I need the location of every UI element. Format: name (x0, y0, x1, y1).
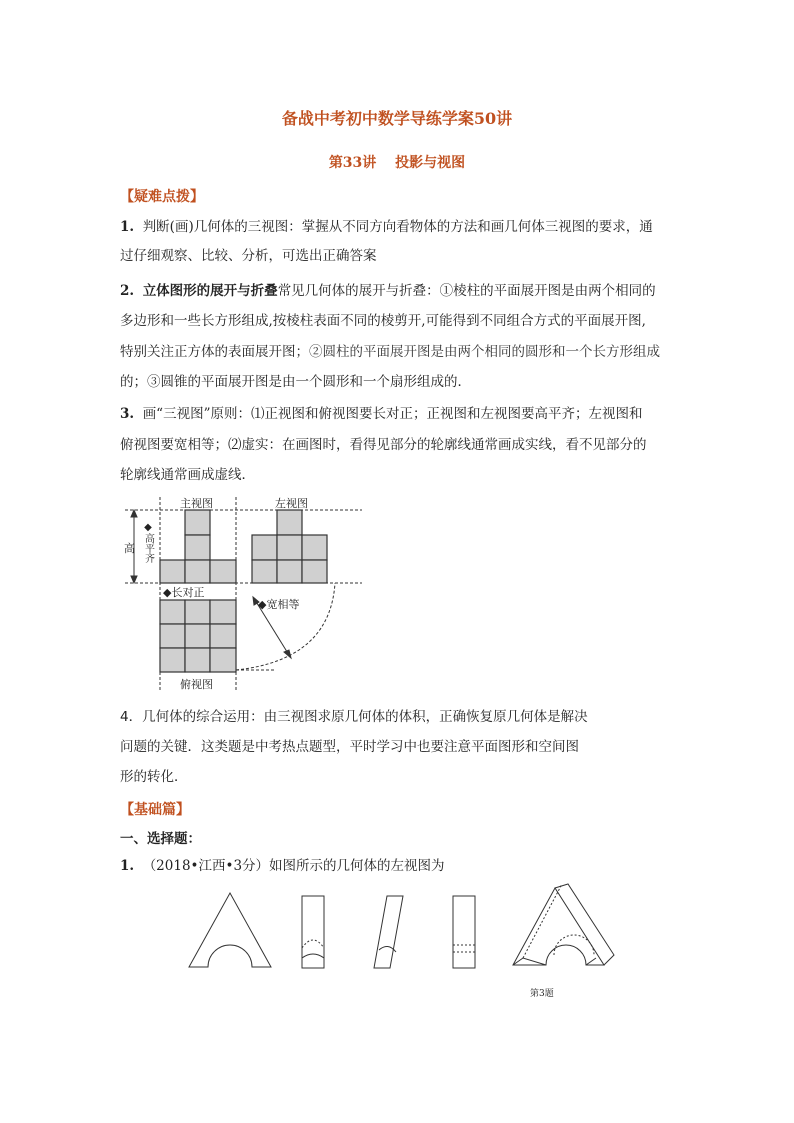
height-label: 高 (124, 542, 135, 555)
choice-heading: 一、选择题： (120, 831, 201, 847)
three-views-diagram (115, 494, 375, 694)
point-2-text-1: 常见几何体的展开与折叠：①棱柱的平面展开图是由两个相同的 (277, 283, 656, 299)
front-view-label: 主视图 (180, 497, 213, 510)
point-2-keyword: 立体图形的展开与折叠 (142, 283, 278, 299)
point-3-line-1 (120, 405, 643, 423)
option-b-figure (302, 896, 324, 968)
point-1-number: 1. (120, 219, 135, 235)
figure-caption: 第3题 (530, 989, 554, 999)
option-a-figure (189, 893, 271, 967)
point-3-line-2: 俯视图要宽相等；⑵虚实：在画图时，看得见部分的轮廓线通常画成实线，看不见部分的 (120, 437, 647, 453)
point-3-text-1: 画“三视图”原则：⑴正视图和俯视图要长对正；正视图和左视图要高平齐；左视图和 (142, 406, 643, 422)
point-3-line-3: 轮廓线通常画成虚线． (120, 467, 255, 483)
point-2-text-3b: ；②圆柱的平面展开图是由两个相同的圆形和一个长方形组成 (295, 344, 660, 360)
left-view-shape (252, 510, 327, 583)
section-basic: 【基础篇】 (120, 802, 190, 818)
point-2-number: 2. (120, 283, 135, 299)
point-2-text-3a: 特别关注正方体的表面展开图 (120, 344, 296, 360)
point-2-line-4: 的；③圆锥的平面展开图是由一个圆形和一个扇形组成的． (120, 374, 471, 390)
lecture-title: 第33讲 投影与视图 (328, 155, 466, 171)
point-4-line-1: 4．几何体的综合运用：由三视图求原几何体的体积，正确恢复原几何体是解决 (120, 709, 588, 725)
width-arc (236, 583, 335, 670)
question-1-number: 1. (120, 858, 135, 874)
document-title: 备战中考初中数学导练学案50讲 (281, 109, 513, 128)
top-view-shape (160, 600, 236, 672)
question-1-text: （2018•江西•3分）如图所示的几何体的左视图为 (142, 858, 445, 874)
point-1-text-1: 判断(画)几何体的三视图：掌握从不同方向看物体的方法和画几何体三视图的要求，通 (142, 219, 653, 235)
point-1-line-1 (120, 218, 653, 236)
top-view-label: 俯视图 (180, 678, 213, 691)
section-difficult-points: 【疑难点拨】 (120, 189, 204, 205)
point-2-line-2: 多边形和一些长方形组成,按棱柱表面不同的棱剪开,可能得到不同组合方式的平面展开图, (120, 313, 646, 329)
point-2-line-3 (120, 343, 660, 361)
length-align-label: ◆长对正 (163, 586, 205, 599)
question-1 (120, 857, 445, 875)
point-3-number: 3. (120, 406, 135, 422)
point-1-line-2: 过仔细观察、比较、分析，可选出正确答案 (120, 248, 377, 264)
front-view-shape (160, 510, 236, 583)
height-align-label: ◆高平齐 (142, 522, 154, 563)
point-4-line-3: 形的转化． (120, 769, 188, 785)
left-view-label: 左视图 (275, 497, 308, 510)
question-1-figures (180, 880, 620, 1005)
option-c-figure (374, 896, 403, 968)
solid-figure (513, 884, 614, 965)
point-4-line-2: 问题的关键．这类题是中考热点题型，平时学习中也要注意平面图形和空间图 (120, 739, 579, 755)
option-d-figure (453, 896, 475, 968)
width-equal-label: ◆宽相等 (258, 598, 300, 611)
point-2-line-1 (120, 282, 656, 300)
